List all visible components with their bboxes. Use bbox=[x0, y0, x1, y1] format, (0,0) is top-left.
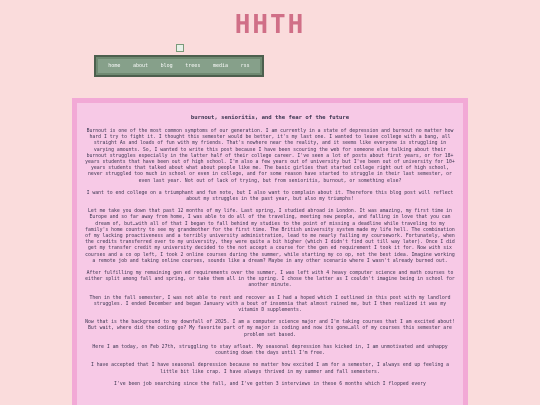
nav-link-trees[interactable]: trees bbox=[185, 63, 201, 69]
nav-link-rss[interactable]: rss bbox=[240, 63, 250, 69]
post-paragraph: Then in the fall semester, I was not able to rest and recover as I had a hoped which I outlined in this post with my landlord struggles. I ended December and began January with a bout of insomnia that almost ruined me, but I then realized it was my vitamin D supplements. bbox=[89, 295, 451, 314]
navbar-inner bbox=[98, 59, 260, 73]
blog-post bbox=[72, 98, 468, 405]
post-title: burnout, senioritis, and the fear of the future bbox=[190, 115, 350, 121]
post-paragraph: Here I am today, on Feb 27th, struggling to stay afloat. My seasonal depression has kicked in, I am unmotivated and unhappy counting down the days until I'm free. bbox=[92, 344, 448, 357]
post-paragraph: Burnout is one of the most common symptoms of our generation. I am currently in a state of depression and burnout no matter how hard I try to fight it. I thought this semester would be better, it's my last one. I wanted to leave college with a bang, all straight As and loads of fun with my friends. That's nowhere near the reality, and it seems like everyone is struggling in varying amounts. So, I wanted to write this post because I have been scouring the web for someone else talking about their burnout struggles especially in the latter half of their college career. I've seen a lot of posts about first years, or for 18+ years students that have been out of high school. I'm also a few years out of university but I've been out of university for 10+ years students that talked about what about people like me. The basic girlies that started college right out of high school, never struggled too much in school or even in college, and for some reason have started to struggle in their last semester, or even last year. Not out of lack of trying, but from senioritis, burnout, or something else? bbox=[85, 129, 455, 184]
post-paragraph: After fulfilling my remaining gen ed requirements over the summer, I was left with 4 heavy computer science and math courses to either split among fall and spring, or take them all in the spring. I chose the latter as I couldn't imagine being in school for another minute. bbox=[85, 271, 455, 289]
blog-post-body bbox=[77, 103, 463, 405]
nav-link-about[interactable]: about bbox=[132, 63, 149, 69]
post-paragraph: I have accepted that I have seasonal depression because no matter how excited I am for a semester, I always end up feeling a little bit like crap. I have always thrived in my summer and fall semesters. bbox=[90, 363, 450, 375]
nav-link-home[interactable]: home bbox=[108, 63, 121, 69]
post-paragraph: Let me take you down that past 12 months of my life. Last spring, I studied abroad in London. It was amazing, my first time in Europe and so far away from home, I was able to do all of the traveling, meeting new people, and falling in love that you can dream of, but…with all of that I began to fall behind my studies to the point of missing a deadline while traveling to my family's home country to see my grandmother for the first time. The British university system made my life hell. The combination of my lacking proactiveness and a terribly university administration, lead to me nearly failing my coursework. Fortunately, when the credits transferred over to my university, they were quite a bit higher (which I didn't find out till way later). Once I did get my transfer credit my university decided to the not accept a course for the gen ed requirement I took it for. Now with six courses and a co op left, I took 2 online courses during the summer, while starting my co op, not the best idea. Imagine working a remote job and taking online courses, sounds like a dream? Maybe in any other scenario where I wasn't already burned out. bbox=[85, 209, 455, 264]
broken-image-icon bbox=[176, 44, 184, 52]
nav-link-media[interactable]: media bbox=[212, 63, 229, 69]
nav-link-blog[interactable]: blog bbox=[160, 63, 173, 69]
post-paragraph: I've been job searching since the fall, and I've gotten 3 interviews in these 6 months which I flopped every bbox=[114, 381, 426, 387]
navbar bbox=[94, 55, 264, 77]
site-title: HHTH bbox=[234, 10, 306, 40]
post-paragraph: Now that is the background to my downfall of 2025. I am a computer science major and I'm taking courses that I am excited about! But wait, where did the coding go? My favorite part of my major is coding and now its gone…all of my courses this semester are problem set based. bbox=[85, 320, 455, 338]
post-paragraph: I want to end college on a triumphant and fun note, but I also want to complain about it. Therefore this blog post will reflect about my struggles in the past year, but also my triumphs! bbox=[86, 190, 454, 203]
